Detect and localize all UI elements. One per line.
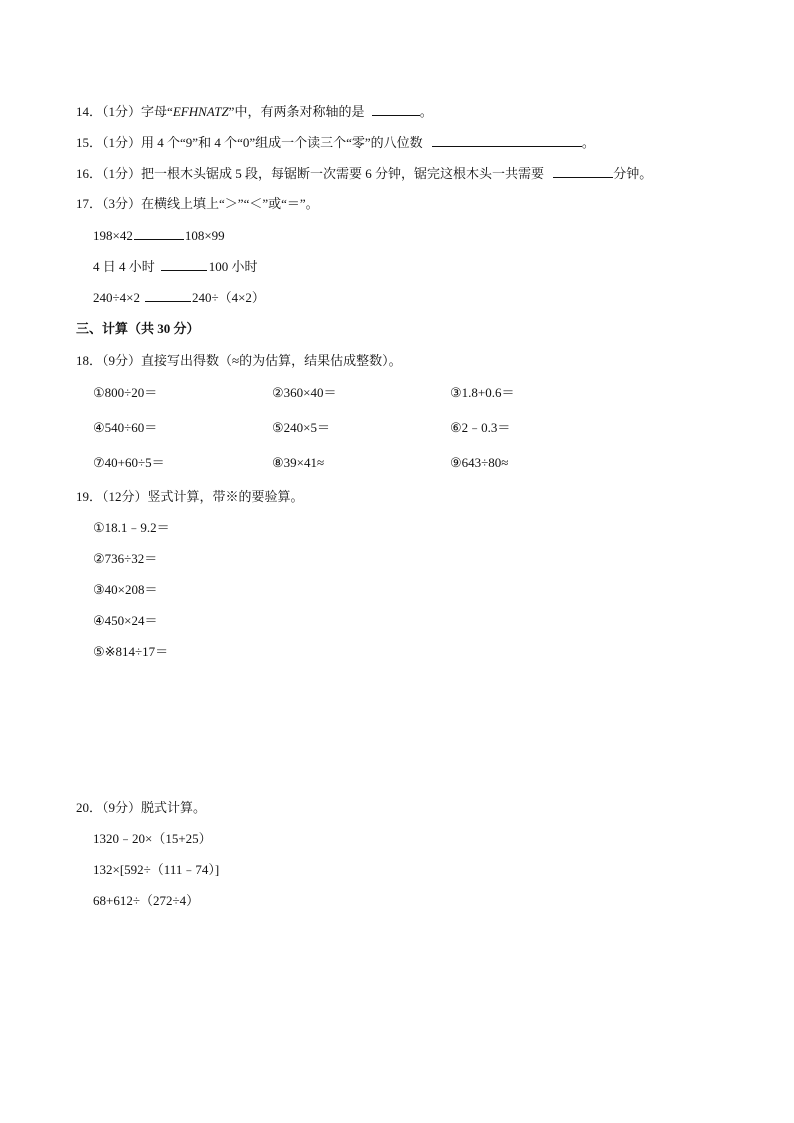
question-number: 20． [76, 800, 103, 815]
compare-left: 240÷4×2 [93, 290, 140, 305]
answer-blank[interactable] [372, 102, 420, 116]
vertical-calc-item: ①18.1﹣9.2＝ [93, 520, 170, 535]
calc-item: ⑧39×41≈ [272, 455, 325, 470]
question-18 [76, 352, 402, 370]
question-number: 14． [76, 104, 103, 119]
question-score: （9分） [102, 353, 142, 368]
question-score: （1分） [102, 166, 142, 181]
question-letters: EFHNATZ [172, 104, 229, 119]
question-15 [76, 133, 595, 152]
answer-blank[interactable] [432, 133, 582, 147]
question-number: 15． [76, 135, 103, 150]
question-20 [76, 799, 206, 817]
question-14 [76, 102, 433, 121]
compare-item [93, 226, 225, 245]
question-text: 字母“ [141, 104, 173, 119]
question-text: 用 4 个“9”和 4 个“0”组成一个读三个“零”的八位数 [141, 135, 423, 150]
answer-blank[interactable] [134, 226, 184, 240]
question-number: 17． [76, 196, 103, 211]
calc-item: ④540÷60＝ [93, 420, 158, 435]
compare-item [93, 288, 265, 307]
step-calc-item: 68+612÷（272÷4） [93, 893, 200, 908]
question-score: （1分） [102, 135, 142, 150]
question-score: （9分） [102, 800, 142, 815]
question-number: 16． [76, 166, 103, 181]
question-text: ”中，有两条对称轴的是 [228, 104, 365, 119]
calc-item: ⑦40+60÷5＝ [93, 455, 165, 470]
vertical-calc-item: ⑤※814÷17＝ [93, 644, 169, 659]
question-end: 分钟。 [613, 166, 653, 181]
calc-item: ②360×40＝ [272, 385, 337, 400]
compare-right: 100 小时 [208, 259, 258, 274]
question-17 [76, 195, 319, 213]
step-calc-item: 132×[592÷（111﹣74）] [93, 862, 220, 877]
question-text: 在横线上填上“＞”“＜”或“＝”。 [141, 196, 319, 211]
answer-blank[interactable] [145, 288, 191, 302]
question-score: （3分） [102, 196, 142, 211]
calc-item: ⑨643÷80≈ [450, 455, 509, 470]
question-end: 。 [419, 104, 433, 119]
calc-item: ①800÷20＝ [93, 385, 158, 400]
question-text: 竖式计算，带※的要验算。 [147, 489, 304, 504]
compare-left: 198×42 [93, 228, 133, 243]
question-number: 18． [76, 353, 103, 368]
calc-item: ⑤240×5＝ [272, 420, 330, 435]
answer-blank[interactable] [553, 164, 613, 178]
question-number: 19． [76, 489, 103, 504]
compare-right: 108×99 [184, 228, 225, 243]
question-16 [76, 164, 652, 183]
calc-item: ⑥2﹣0.3＝ [450, 420, 511, 435]
question-score: （1分） [102, 104, 142, 119]
question-text: 脱式计算。 [141, 800, 207, 815]
question-19 [76, 488, 304, 506]
step-calc-item: 1320﹣20×（15+25） [93, 831, 212, 846]
compare-right: 240÷（4×2） [191, 290, 265, 305]
question-score: （12分） [102, 489, 148, 504]
vertical-calc-item: ③40×208＝ [93, 582, 158, 597]
answer-blank[interactable] [161, 257, 207, 271]
section-header: 三、计算（共 30 分） [76, 321, 200, 336]
question-text: 把一根木头锯成 5 段，每锯断一次需要 6 分钟，锯完这根木头一共需要 [141, 166, 545, 181]
calc-item: ③1.8+0.6＝ [450, 385, 515, 400]
vertical-calc-item: ④450×24＝ [93, 613, 158, 628]
vertical-calc-item: ②736÷32＝ [93, 551, 158, 566]
compare-left: 4 日 4 小时 [93, 259, 155, 274]
question-text: 直接写出得数（≈的为估算，结果估成整数）。 [141, 353, 402, 368]
question-end: 。 [581, 135, 595, 150]
compare-item [93, 257, 258, 276]
